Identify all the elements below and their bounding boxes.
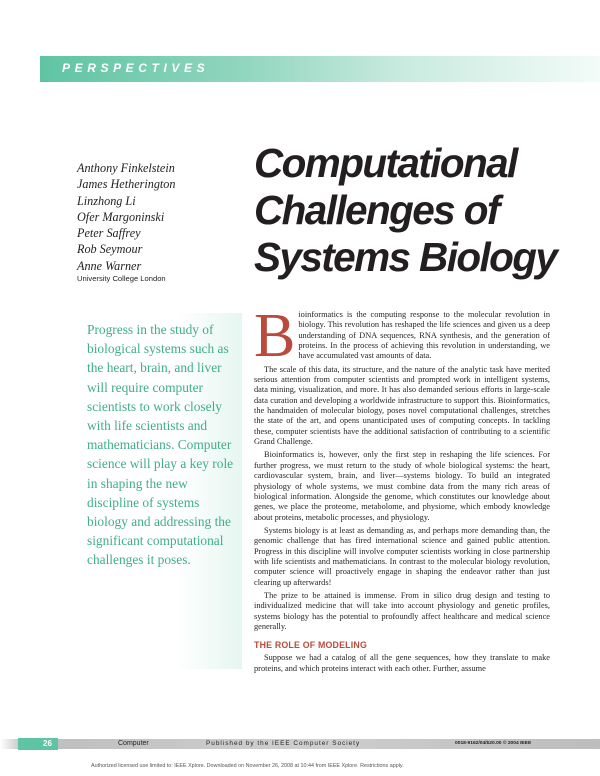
section-label: PERSPECTIVES bbox=[62, 61, 210, 75]
article-title-line-3: Systems Biology bbox=[254, 234, 557, 280]
pullquote-text: Progress in the study of biological systems such as the heart, brain, and liver will require computer scientists to work closely with life scientists and mathematicians. Computer science will play a key role in shaping the new discipline of systems biology and addressing the significant computational challenges it poses. bbox=[87, 322, 234, 568]
author-name: Peter Saffrey bbox=[77, 226, 141, 241]
author-list bbox=[77, 160, 176, 283]
article-title-line-1: Computational bbox=[254, 140, 517, 186]
page-number: 26 bbox=[43, 739, 52, 748]
footer-journal-name: Computer bbox=[118, 740, 149, 747]
body-paragraph: Suppose we had a catalog of all the gene sequences, how they translate to make proteins, and which proteins interact with each other. Further, assume bbox=[254, 653, 550, 673]
author-name: James Hetherington bbox=[77, 177, 176, 192]
author-affiliation: University College London bbox=[77, 274, 166, 284]
author-name: Ofer Margoninski bbox=[77, 209, 165, 224]
body-paragraph: The prize to be attained is immense. From in silico drug design and testing to individualized medicine that will take into account physiology and genetic profiles, systems biology has the potential to profoundly affect healthcare and medical science generally. bbox=[254, 590, 550, 631]
paragraph-text: ioinformatics is the computing response to the molecular revolution in biology. This revolution has reshaped the life sciences and given us a deep understanding of DNA sequences, RNA synthesis, and the generation of proteins. In the process of achieving this revolution in understanding, we have accumulated vast amounts of data. bbox=[298, 310, 550, 361]
body-paragraph: Bioinformatics is, however, only the first step in reshaping the life sciences. For further progress, we must return to the study of whole biological systems: the heart, cardiovascular system, brain, and liver—systems biology. To build an integrated physiology of whole systems, we must combine data from the many rich areas of biological information. Alongside the genome, which constitutes our knowledge about genes, we place the proteome, metabolome, and physiome, which embody knowledge about proteins, metabolic processes, and physiology. bbox=[254, 450, 550, 522]
author-name: Anne Warner bbox=[77, 258, 142, 273]
article-title-line-2: Challenges of bbox=[254, 187, 499, 233]
drop-cap: B bbox=[254, 302, 296, 370]
body-paragraph: Systems biology is at least as demanding as, and perhaps more demanding than, the genomic challenge that has fired international science and gained public attention. Progress in this discipline will involve computer scientists working in close partnership with life scientists and mathematicians. In contrast to the molecular biology revolution, computer science will proactively engage in shaping the endeavor rather than just clearing up afterwards! bbox=[254, 525, 550, 587]
footer-issn: 0018-9162/04/$20.00 © 2004 IEEE bbox=[455, 741, 532, 746]
footer-publisher: Published by the IEEE Computer Society bbox=[206, 740, 361, 747]
body-paragraph: The scale of this data, its structure, and the nature of the analytic task have merited serious attention from computer scientists and prompted work in intelligent systems, data mining, visualization, and more. It has also demanded serious efforts in large-scale data curation and developing a worldwide infrastructure to support this. Bioinformatics, the handmaiden of molecular biology, poses novel computational challenges, stretches the state of the art, and opens unanticipated uses of computing concepts. In tackling these, computer scientists have the additional satisfaction of contributing to a scientific Grand Challenge. bbox=[254, 364, 550, 447]
article-body bbox=[254, 302, 550, 677]
author-name: Anthony Finkelstein bbox=[77, 161, 175, 175]
section-heading: THE ROLE OF MODELING bbox=[254, 640, 367, 651]
license-notice: Authorized licensed use limited to: IEEE Xplore. Downloaded on November 26, 2008 at 10:44 from IEEE Xplore. Restrictions apply. bbox=[91, 763, 404, 769]
page-number-box bbox=[18, 738, 58, 750]
body-paragraph bbox=[254, 302, 550, 370]
author-name: Rob Seymour bbox=[77, 242, 143, 257]
author-name: Linzhong Li bbox=[77, 193, 136, 208]
